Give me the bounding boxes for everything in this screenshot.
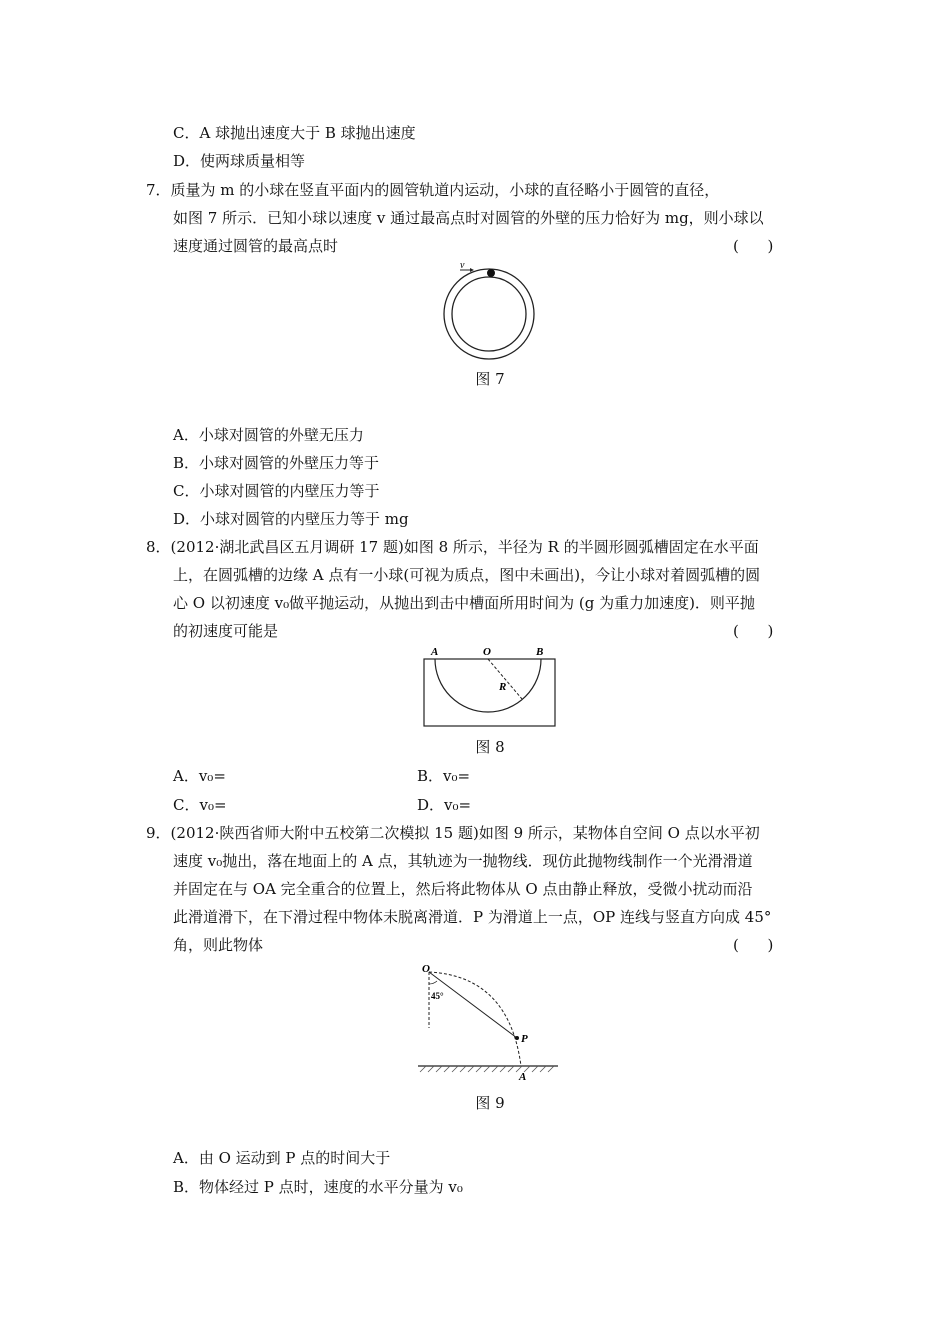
groove-arc — [435, 659, 541, 712]
q8-option-b: B．v₀= — [417, 767, 471, 785]
inner-tube-wall — [452, 277, 526, 351]
q9-figure-caption: 图 9 — [475, 1094, 505, 1112]
q9-stem-line4: 此滑道滑下，在下滑过程中物体未脱离滑道．P 为滑道上一点，OP 连线与竖直方向成 45° — [173, 908, 772, 926]
angle-arc — [429, 981, 437, 984]
q9-stem-line2: 速度 v₀抛出，落在地面上的 A 点，其轨迹为一抛物线．现仿此抛物线制作一个光滑滑道 — [173, 852, 753, 870]
point-p-label: P — [521, 1033, 528, 1045]
q7-option-c: C．小球对圆管的内壁压力等于 — [173, 482, 380, 500]
q7-figure-circular-tube — [440, 258, 540, 360]
groove-block — [424, 659, 555, 726]
op-line — [429, 972, 517, 1038]
q9-stem-line1: 9．(2012·陕西省师大附中五校第二次模拟 15 题)如图 9 所示，某物体自空间 O 点以水平初 — [146, 824, 760, 842]
radius-dashed — [488, 659, 522, 699]
point-o-label: O — [483, 646, 491, 658]
q7-stem-line2: 如图 7 所示．已知小球以速度 v 通过最高点时对圆管的外壁的压力恰好为 mg，则小球以 — [173, 209, 764, 227]
ground-hatching — [420, 1066, 554, 1072]
radius-label: R — [499, 681, 507, 693]
q7-figure-caption: 图 7 — [475, 370, 505, 388]
q7-option-d: D．小球对圆管的内壁压力等于 mg — [173, 510, 409, 528]
q6-option-d: D．使两球质量相等 — [173, 152, 306, 170]
outer-tube-wall — [444, 269, 534, 359]
q8-stem-line2: 上，在圆弧槽的边缘 A 点有一小球(可视为质点，图中未画出)，今让小球对着圆弧槽的圆 — [173, 566, 761, 584]
q8-stem-line1: 8．(2012·湖北武昌区五月调研 17 题)如图 8 所示，半径为 R 的半圆形圆弧槽固定在水平面 — [146, 538, 759, 556]
q9-option-a: A．由 O 运动到 P 点的时间大于 — [173, 1149, 391, 1167]
parabola-trajectory — [429, 972, 521, 1066]
q8-answer-paren: ( ) — [733, 622, 774, 640]
q7-stem-line3: 速度通过圆管的最高点时 — [173, 237, 339, 255]
q7-option-a: A．小球对圆管的外壁无压力 — [173, 426, 364, 444]
q9-figure-parabolic-slide — [412, 960, 562, 1084]
point-b-label: B — [536, 646, 544, 658]
q8-option-a: A．v₀= — [173, 767, 226, 785]
point-o-label: O — [422, 963, 430, 975]
q9-stem-line3: 并固定在与 OA 完全重合的位置上，然后将此物体从 O 点由静止释放，受微小扰动而沿 — [173, 880, 753, 898]
point-a-label: A — [431, 646, 439, 658]
q8-option-c: C．v₀= — [173, 796, 227, 814]
velocity-label: v — [460, 260, 465, 271]
q8-option-d: D．v₀= — [417, 796, 472, 814]
q8-stem-line4: 的初速度可能是 — [173, 622, 279, 640]
q7-stem-line1: 7．质量为 m 的小球在竖直平面内的圆管轨道内运动，小球的直径略小于圆管的直径， — [146, 181, 720, 199]
angle-label: 45° — [431, 991, 444, 1001]
point-p — [515, 1036, 519, 1040]
point-a-label: A — [519, 1071, 527, 1083]
q9-stem-line5: 角，则此物体 — [173, 936, 264, 954]
q7-answer-paren: ( ) — [733, 237, 774, 255]
q9-option-b: B．物体经过 P 点时，速度的水平分量为 v₀ — [173, 1178, 463, 1196]
q8-figure-caption: 图 8 — [475, 738, 505, 756]
q9-answer-paren: ( ) — [733, 936, 774, 954]
q7-option-b: B．小球对圆管的外壁压力等于 — [173, 454, 380, 472]
q8-stem-line3: 心 O 以初速度 v₀做平抛运动，从抛出到击中槽面所用时间为 (g 为重力加速度)．则平抛 — [173, 594, 755, 612]
ball — [487, 269, 495, 277]
q6-option-c: C．A 球抛出速度大于 B 球抛出速度 — [173, 124, 416, 142]
q8-figure-semicircular-groove — [418, 644, 560, 730]
